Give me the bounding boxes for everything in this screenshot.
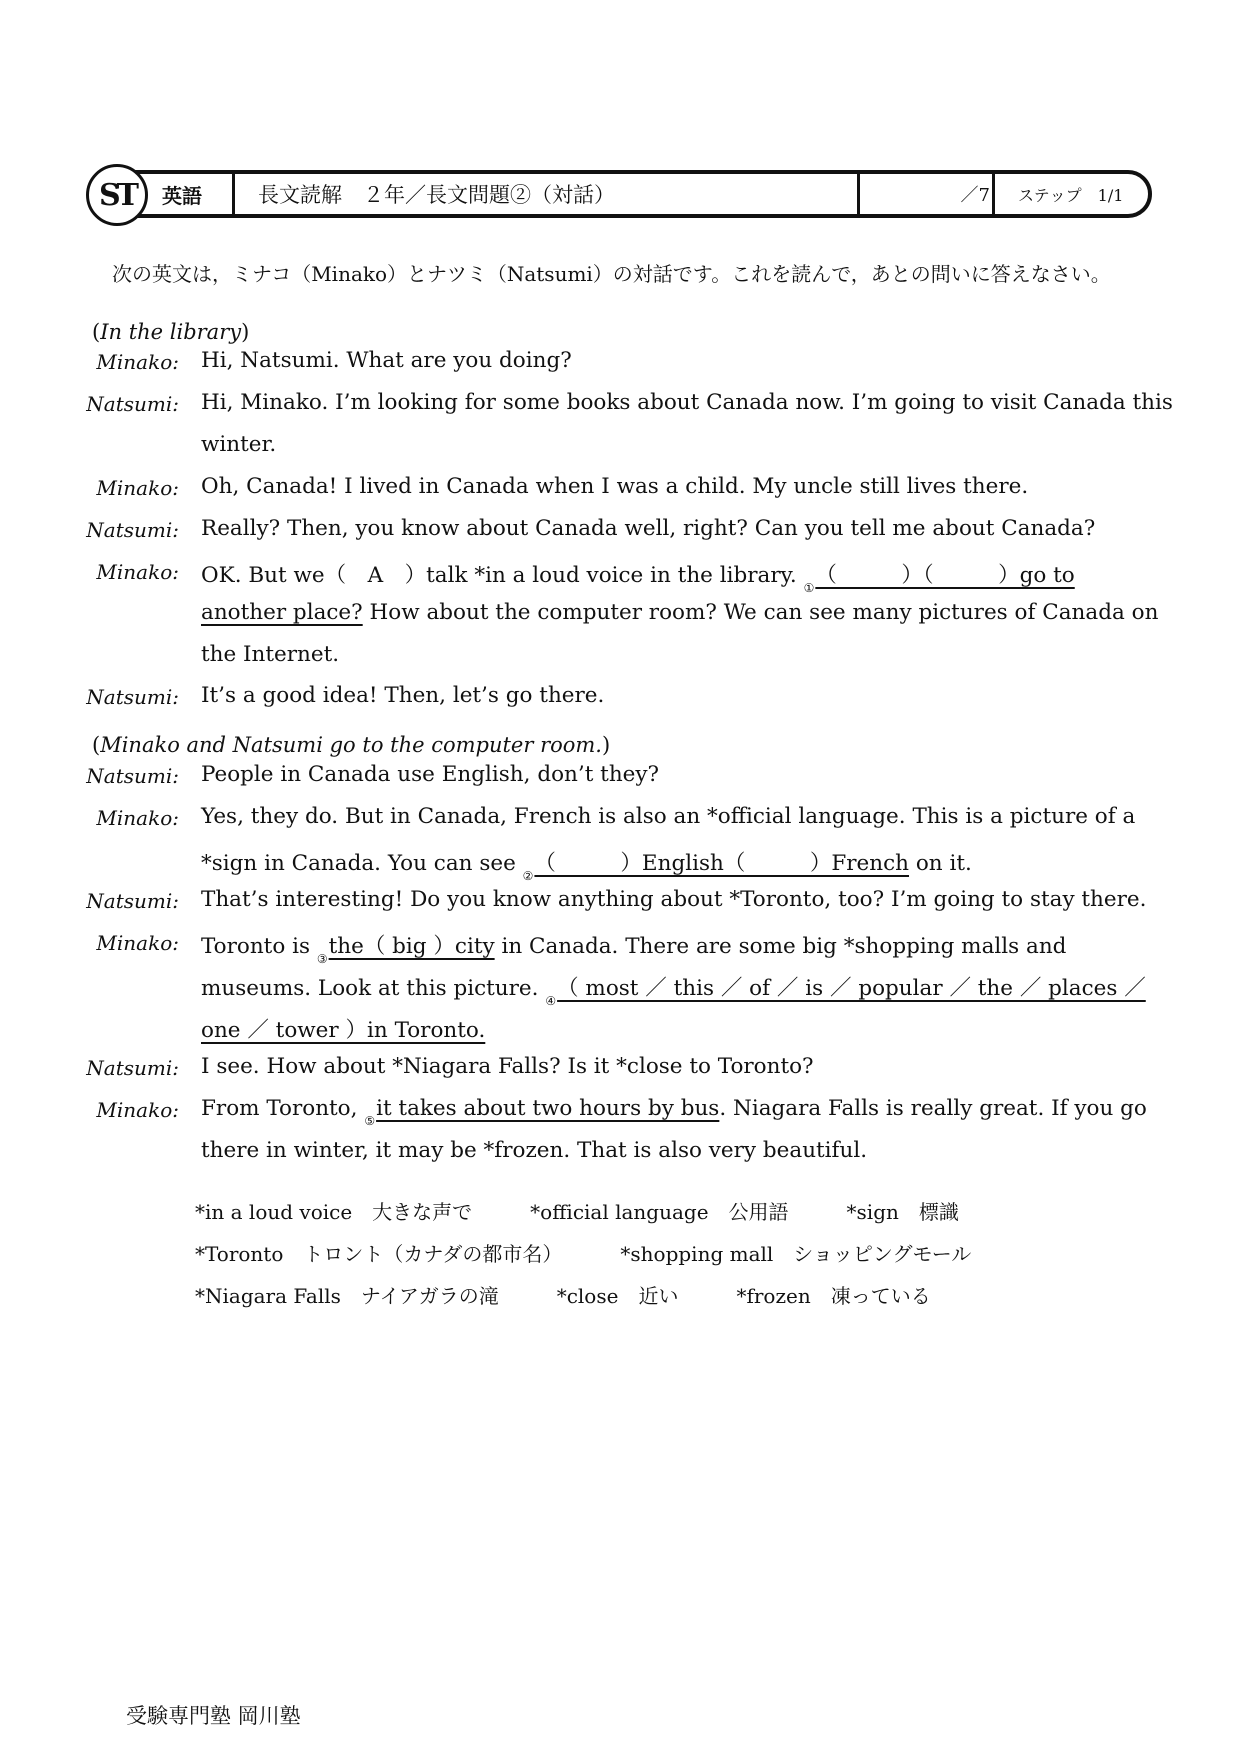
speaker-label: Minako: — [96, 350, 179, 374]
question-marker: ② — [522, 869, 534, 883]
underlined-question-4-cont: one ／ tower ）in Toronto. — [201, 1018, 486, 1043]
dialogue-line: another place? How about the computer room? We can see many pictures of Canada on — [201, 600, 1159, 625]
step-label: ステップ 1/1 — [1018, 185, 1124, 205]
speaker-label: Minako: — [96, 806, 179, 830]
dialogue-line: winter. — [201, 432, 277, 457]
dialogue-line: Yes, they do. But in Canada, French is also an *official language. This is a picture of a — [201, 804, 1136, 829]
speaker-label: Natsumi: — [86, 392, 179, 416]
speaker-label: Minako: — [96, 476, 179, 500]
question-marker: ⑤ — [364, 1114, 376, 1128]
speaker-label: Minako: — [96, 1098, 179, 1122]
dialogue-line: Hi, Natsumi. What are you doing? — [201, 348, 572, 373]
dialogue-line: Hi, Minako. I’m looking for some books about Canada now. I’m going to visit Canada this — [201, 390, 1173, 415]
question-marker: ④ — [545, 994, 557, 1008]
question-marker: ① — [803, 581, 815, 595]
underlined-question-3: the（ big ）city — [328, 934, 495, 959]
speaker-label: Natsumi: — [86, 889, 179, 913]
dialogue-line: museums. Look at this picture. ④（ most ／ this ／ of ／ is ／ popular ／ the ／ places ／ — [201, 976, 1146, 1008]
scene-direction: (In the library) — [92, 320, 250, 344]
underlined-question-4: （ most ／ this ／ of ／ is ／ popular ／ the ／ places ／ — [557, 976, 1146, 1001]
question-marker: ③ — [316, 952, 328, 966]
header-divider — [232, 172, 235, 216]
dialogue-line — [201, 1013, 485, 1044]
header-divider — [857, 172, 860, 216]
underlined-question-1: （ ）（ ）go to — [815, 563, 1075, 588]
score-box: ／7 — [960, 185, 990, 206]
glossary-item: *Toronto トロント（カナダの都市名） — [195, 1242, 563, 1266]
speaker-label: Natsumi: — [86, 518, 179, 542]
glossary-item: *sign 標識 — [846, 1200, 959, 1224]
glossary-row — [195, 1280, 931, 1309]
glossary-item: *close 近い — [556, 1284, 679, 1308]
subject-label: 英語 — [162, 183, 202, 208]
dialogue-line: I see. How about *Niagara Falls? Is it *close to Toronto? — [201, 1054, 814, 1079]
dialogue-line: OK. But we（ A ）talk *in a loud voice in the library. ①（ ）（ ）go to — [201, 563, 1075, 595]
speaker-label: Natsumi: — [86, 1056, 179, 1080]
footer-brand: 受験専門塾 岡川塾 — [126, 1704, 301, 1728]
dialogue-line: there in winter, it may be *frozen. That is also very beautiful. — [201, 1138, 868, 1163]
school-logo: ST — [86, 164, 148, 226]
worksheet-title: 長文読解 ２年／長文問題②（対話） — [258, 183, 615, 207]
dialogue-line: *sign in Canada. You can see ②（ ）English（ ）French on it. — [201, 851, 972, 883]
dialogue-line: It’s a good idea! Then, let’s go there. — [201, 683, 605, 708]
scene-direction: (Minako and Natsumi go to the computer room.) — [92, 733, 611, 757]
speaker-label: Minako: — [96, 560, 179, 584]
dialogue-line: From Toronto, ⑤it takes about two hours by bus. Niagara Falls is really great. If you go — [201, 1096, 1147, 1128]
glossary-item: *frozen 凍っている — [736, 1284, 931, 1308]
dialogue-line: Really? Then, you know about Canada well, right? Can you tell me about Canada? — [201, 516, 1096, 541]
glossary-row — [195, 1196, 959, 1225]
dialogue-line: People in Canada use English, don’t they? — [201, 762, 660, 787]
glossary-item: *Niagara Falls ナイアガラの滝 — [195, 1284, 499, 1308]
dialogue-line: the Internet. — [201, 642, 340, 667]
speaker-label: Minako: — [96, 931, 179, 955]
underlined-question-5: it takes about two hours by bus — [376, 1096, 720, 1121]
speaker-label: Natsumi: — [86, 764, 179, 788]
instruction-text: 次の英文は，ミナコ（Minako）とナツミ（Natsumi）の対話です。これを読んで，あとの問いに答えなさい。 — [112, 262, 1111, 286]
underlined-question-2: （ ）English（ ）French — [534, 851, 910, 876]
glossary-row — [195, 1238, 971, 1267]
dialogue-line: Toronto is ③the（ big ）city in Canada. There are some big *shopping malls and — [201, 934, 1067, 966]
header-divider — [992, 172, 995, 216]
dialogue-line: That’s interesting! Do you know anything about *Toronto, too? I’m going to stay there. — [201, 887, 1147, 912]
glossary-item: *official language 公用語 — [530, 1200, 789, 1224]
underlined-question-1-cont: another place? — [201, 600, 363, 625]
glossary-item: *in a loud voice 大きな声で — [195, 1200, 473, 1224]
dialogue-line: Oh, Canada! I lived in Canada when I was a child. My uncle still lives there. — [201, 474, 1029, 499]
glossary-item: *shopping mall ショッピングモール — [620, 1242, 972, 1266]
speaker-label: Natsumi: — [86, 685, 179, 709]
